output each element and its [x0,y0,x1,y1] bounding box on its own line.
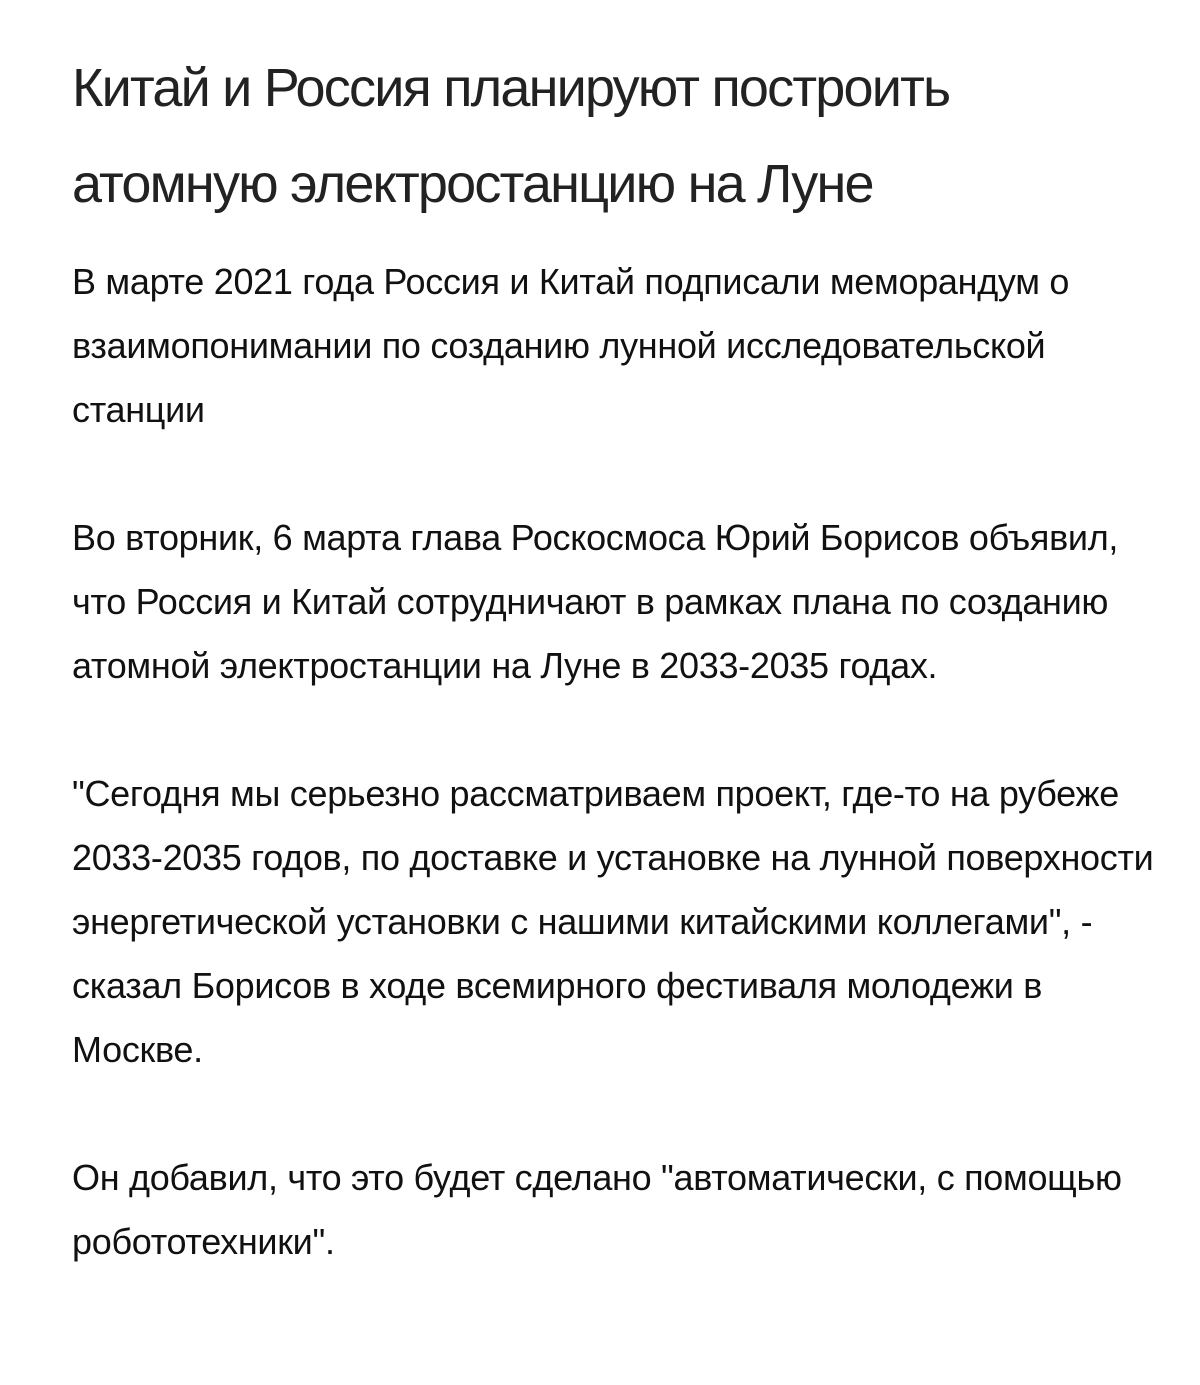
article-paragraph-robotics: Он добавил, что это будет сделано "автоматически, с помощью робототехники". [72,1157,1122,1262]
article-title: Китай и Россия планируют построить атомную электростанцию на Луне [72,58,950,214]
article-lead: В марте 2021 года Россия и Китай подписали меморандум о взаимопонимании по созданию лунной исследовательской станции [72,261,1070,430]
news-article [72,40,1162,1274]
article-paragraph-quote: "Сегодня мы серьезно рассматриваем проект, где-то на рубеже 2033-2035 годов, по доставке и установке на лунной поверхности энергетической установки с нашими китайскими коллегами", - сказал Борисов в ходе всемирного фестиваля молодежи в Москве. [72,773,1154,1070]
article-paragraph-announcement: Во вторник, 6 марта глава Роскосмоса Юрий Борисов объявил, что Россия и Китай сотрудничают в рамках плана по созданию атомной электростанции на Луне в 2033-2035 годах. [72,517,1119,686]
